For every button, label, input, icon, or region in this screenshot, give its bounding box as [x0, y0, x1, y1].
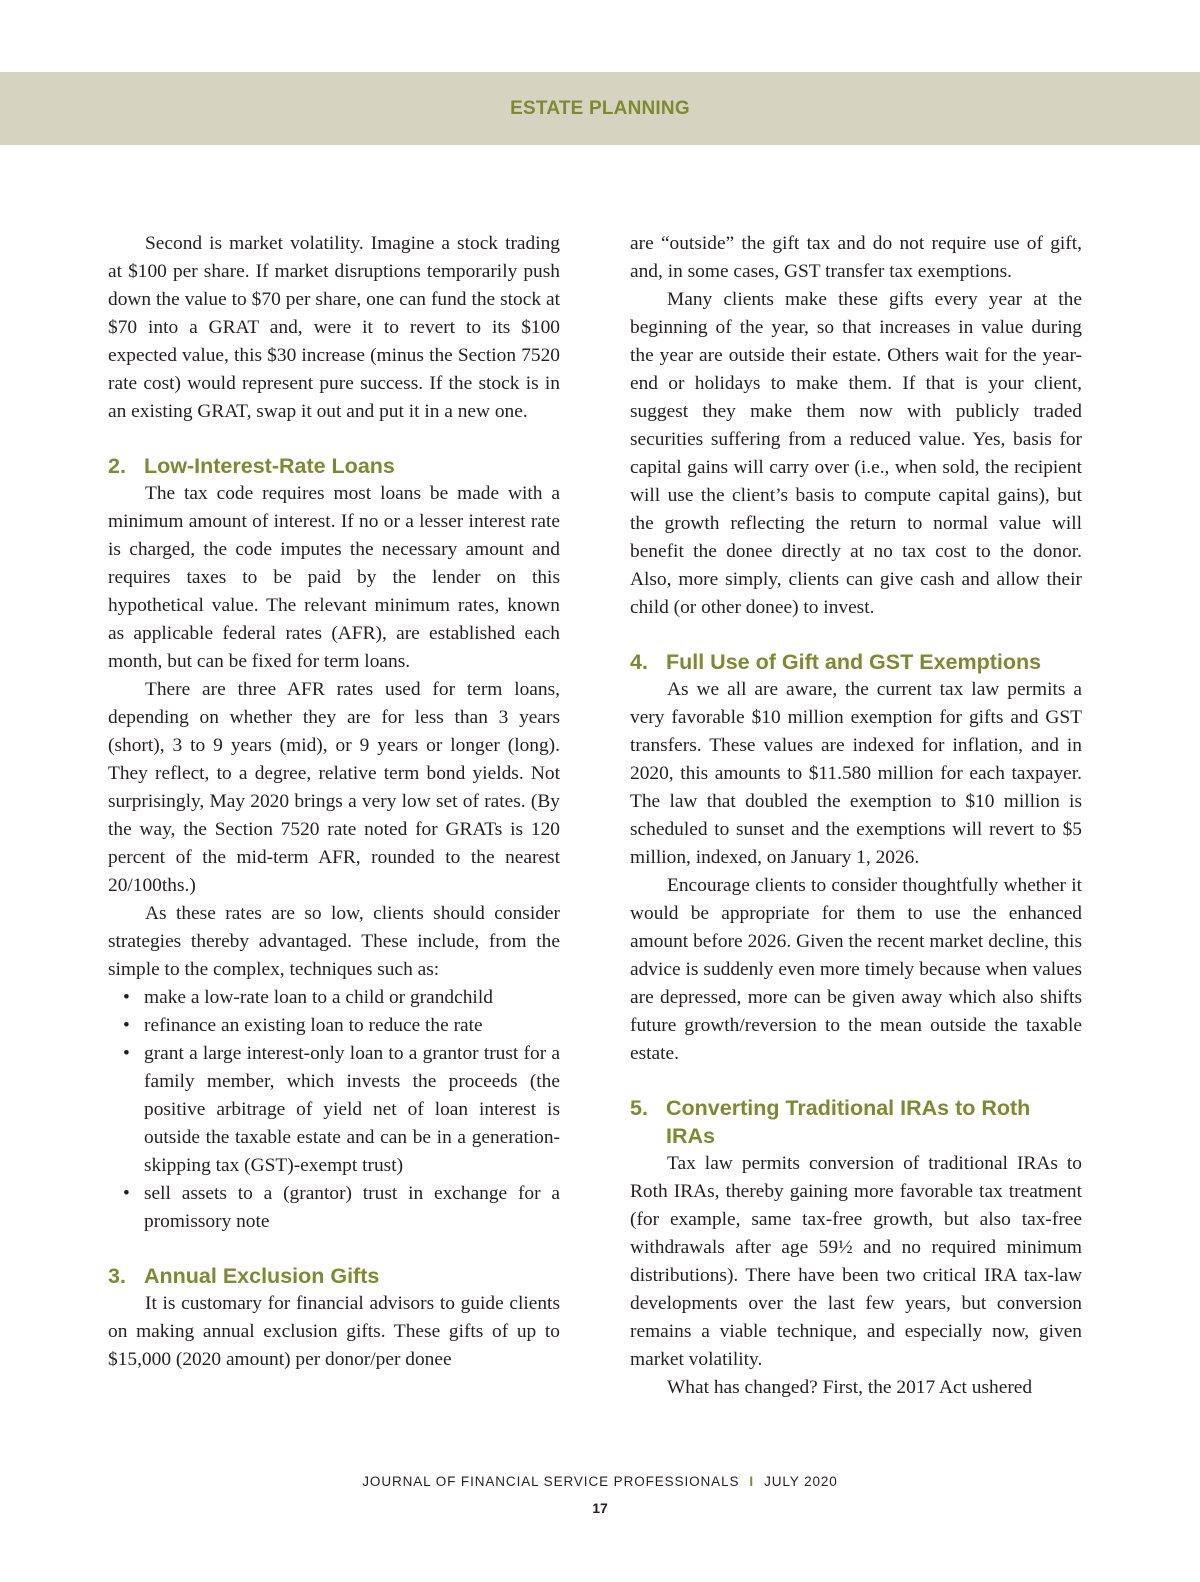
heading-number: 5.	[630, 1096, 648, 1120]
right-column	[630, 230, 1082, 1402]
heading-number: 3.	[108, 1264, 126, 1288]
list-item: • sell assets to a (grantor) trust in exchange for a promissory note	[144, 1180, 560, 1236]
section-title: ESTATE PLANNING	[510, 98, 690, 119]
heading-number: 4.	[630, 650, 648, 674]
paragraph-loans-3: As these rates are so low, clients should consider strategies thereby advantaged. These include, from the simple to the complex, techniques such as:	[108, 903, 560, 980]
heading-text: Full Use of Gift and GST Exemptions	[666, 650, 1042, 674]
journal-name: JOURNAL OF FINANCIAL SERVICE PROFESSIONALS	[362, 1474, 740, 1489]
heading-gift-gst-exemptions	[630, 648, 1082, 676]
issue-date: JULY 2020	[764, 1474, 838, 1489]
paragraph-exemptions-2: Encourage clients to consider thoughtfully whether it would be appropriate for them to use the enhanced amount before 2026. Given the recent market decline, this advice is suddenly even more timely because when values are depressed, more can be given away which also shifts future growth/reversion to the mean outside the taxable estate.	[630, 875, 1082, 1064]
left-column	[108, 230, 560, 1374]
paragraph-roth-2: What has changed? First, the 2017 Act ushered	[667, 1377, 1033, 1398]
heading-text: Converting Traditional IRAs to Roth IRAs	[666, 1096, 1031, 1148]
heading-low-interest-rate-loans	[108, 452, 560, 480]
footer-separator: I	[749, 1474, 755, 1489]
heading-roth-conversion	[630, 1094, 1082, 1150]
paragraph-gifts-continued: are “outside” the gift tax and do not require use of gift, and, in some cases, GST transfer tax exemptions.	[630, 233, 1082, 282]
paragraph-exemptions-1: As we all are aware, the current tax law permits a very favorable $10 million exemption for gifts and GST transfers. These values are indexed for inflation, and in 2020, this amounts to $11.580 million for each taxpayer. The law that doubled the exemption to $10 million is scheduled to sunset and the exemptions will revert to $5 million, indexed, on January 1, 2026.	[630, 679, 1082, 868]
footer-journal-line	[0, 1474, 1200, 1489]
paragraph-many-clients: Many clients make these gifts every year at the beginning of the year, so that increases in value during the year are outside their estate. Others wait for the year-end or holidays to make them. If that is your client, suggest they make them now with publicly traded securities suffering from a reduced value. Yes, basis for capital gains will carry over (i.e., when sold, the recipient will use the client’s basis to compute capital gains), but the growth reflecting the return to normal value will benefit the donee directly at no tax cost to the donor. Also, more simply, clients can give cash and allow their child (or other donee) to invest.	[630, 289, 1082, 618]
page-number: 17	[592, 1500, 608, 1516]
list-item: • refinance an existing loan to reduce the rate	[144, 1012, 560, 1040]
paragraph-gifts-1: It is customary for financial advisors to guide clients on making annual exclusion gifts. These gifts of up to $15,000 (2020 amount) per donor/per donee	[108, 1293, 560, 1370]
paragraph-loans-2: There are three AFR rates used for term loans, depending on whether they are for less than 3 years (short), 3 to 9 years (mid), or 9 years or longer (long). They reflect, to a degree, relative term bond yields. Not surprisingly, May 2020 brings a very low set of rates. (By the way, the Section 7520 rate noted for GRATs is 120 percent of the mid-term AFR, rounded to the nearest 20/100ths.)	[108, 679, 560, 896]
list-item: • grant a large interest-only loan to a grantor trust for a family member, which invests the proceeds (the positive arbitrage of yield net of loan interest is outside the taxable estate and can be in a generation-skipping tax (GST)-exempt trust)	[144, 1040, 560, 1180]
heading-text: Annual Exclusion Gifts	[144, 1264, 380, 1288]
paragraph-loans-1: The tax code requires most loans be made with a minimum amount of interest. If no or a lesser interest rate is charged, the code imputes the necessary amount and requires taxes to be paid by the lender on this hypothetical value. The relevant minimum rates, known as applicable federal rates (AFR), are established each month, but can be fixed for term loans.	[108, 483, 560, 672]
heading-number: 2.	[108, 454, 126, 478]
paragraph-roth-1: Tax law permits conversion of traditional IRAs to Roth IRAs, thereby gaining more favorable tax treatment (for example, same tax-free growth, but also tax-free withdrawals after age 59½ and no required minimum distributions). There have been two critical IRA tax-law developments over the last few years, but conversion remains a viable technique, and especially now, given market volatility.	[630, 1153, 1082, 1370]
techniques-list	[108, 984, 560, 1236]
paragraph-market-volatility: Second is market volatility. Imagine a stock trading at $100 per share. If market disruptions temporarily push down the value to $70 per share, one can fund the stock at $70 into a GRAT and, were it to revert to its $100 expected value, this $30 increase (minus the Section 7520 rate cost) would represent pure success. If the stock is in an existing GRAT, swap it out and put it in a new one.	[108, 233, 560, 422]
list-item: • make a low-rate loan to a child or grandchild	[144, 984, 560, 1012]
heading-annual-exclusion-gifts	[108, 1262, 560, 1290]
heading-text: Low-Interest-Rate Loans	[144, 454, 395, 478]
